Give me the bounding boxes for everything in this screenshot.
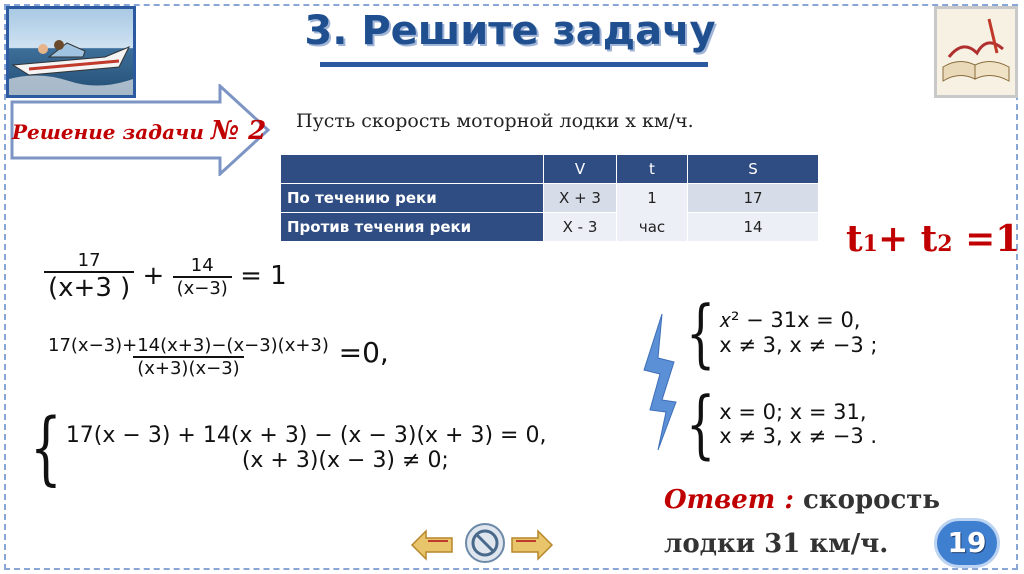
page-number-badge: 19: [934, 518, 1000, 568]
cell-v: X - 3: [544, 213, 617, 242]
data-table: [280, 154, 819, 242]
table-header-v: V: [544, 155, 617, 184]
answer-text-1: скорость: [793, 485, 941, 515]
fraction-1-numerator: 17: [77, 250, 101, 271]
combined-fraction: [44, 335, 333, 379]
table-row: [281, 184, 819, 213]
system-2-line-1: 𝑥² − 31x = 0,: [719, 308, 861, 332]
fraction-1: [44, 250, 134, 303]
system-3-line-2: x ≠ 3, x ≠ −3 .: [719, 424, 878, 448]
combined-denominator: (x+3)(x−3): [133, 356, 243, 379]
system-3-line-1: x = 0; x = 31,: [719, 400, 867, 424]
fraction-2-numerator: 14: [190, 254, 214, 276]
home-icon[interactable]: [464, 522, 506, 564]
row-label: Против течения реки: [281, 213, 544, 242]
system-1-line-2: (x + 3)(x − 3) ≠ 0;: [241, 448, 449, 473]
table-header-row: [281, 155, 819, 184]
table-row: [281, 213, 819, 242]
t1-index: 1: [862, 231, 878, 257]
system-1-line-1: 17(x − 3) + 14(x + 3) − (x − 3)(x + 3) = 0,: [65, 423, 547, 448]
title-underline: [320, 62, 708, 67]
system-brace: {: [30, 401, 62, 495]
combined-numerator: 17(x−3)+14(x+3)−(x−3)(x+3): [48, 335, 329, 356]
task-badge-prefix: Решение задачи: [12, 120, 211, 144]
row-label: По течению реки: [281, 184, 544, 213]
equation-2-rhs: =0,: [338, 336, 389, 369]
t1-letter: t: [846, 218, 863, 260]
system-1: [30, 401, 547, 495]
t2-index: 2: [937, 231, 953, 257]
book-image: [934, 6, 1018, 98]
intro-text: Пусть скорость моторной лодки х км/ч.: [296, 110, 694, 132]
fraction-2-denominator: (x−3): [173, 276, 232, 299]
table-header-blank: [281, 155, 544, 184]
page-title: 3. Решите задачу: [304, 8, 716, 54]
fraction-1-denominator: (x+3 ): [44, 271, 134, 303]
equation-1: [44, 250, 287, 303]
system-2: [686, 289, 878, 376]
prev-arrow-icon[interactable]: [410, 528, 454, 562]
table-header-s: S: [688, 155, 819, 184]
system-brace: {: [686, 380, 716, 468]
equation-1-rhs: = 1: [240, 261, 287, 291]
fraction-2: [173, 255, 232, 299]
equation-2: [44, 335, 389, 379]
cell-t: 1: [617, 184, 688, 213]
t2-letter: + t: [877, 218, 938, 260]
answer-label: Ответ :: [664, 485, 794, 515]
cell-s: 17: [688, 184, 819, 213]
lightning-icon: [640, 312, 680, 456]
answer-block: [664, 478, 940, 566]
system-2-line-2: x ≠ 3, x ≠ −3 ;: [719, 333, 878, 357]
time-sum-formula: [846, 218, 1020, 260]
system-brace: {: [686, 289, 716, 376]
answer-text-2: лодки 31 км/ч.: [664, 529, 889, 559]
plus-sign: +: [142, 261, 165, 291]
task-badge: [12, 116, 266, 146]
cell-s: 14: [688, 213, 819, 242]
system-3: [686, 380, 878, 468]
cell-v: X + 3: [544, 184, 617, 213]
time-sum-rhs: =1: [952, 218, 1021, 260]
table-header-t: t: [617, 155, 688, 184]
next-arrow-icon[interactable]: [510, 528, 554, 562]
cell-t: час: [617, 213, 688, 242]
task-badge-number: № 2: [210, 116, 267, 146]
